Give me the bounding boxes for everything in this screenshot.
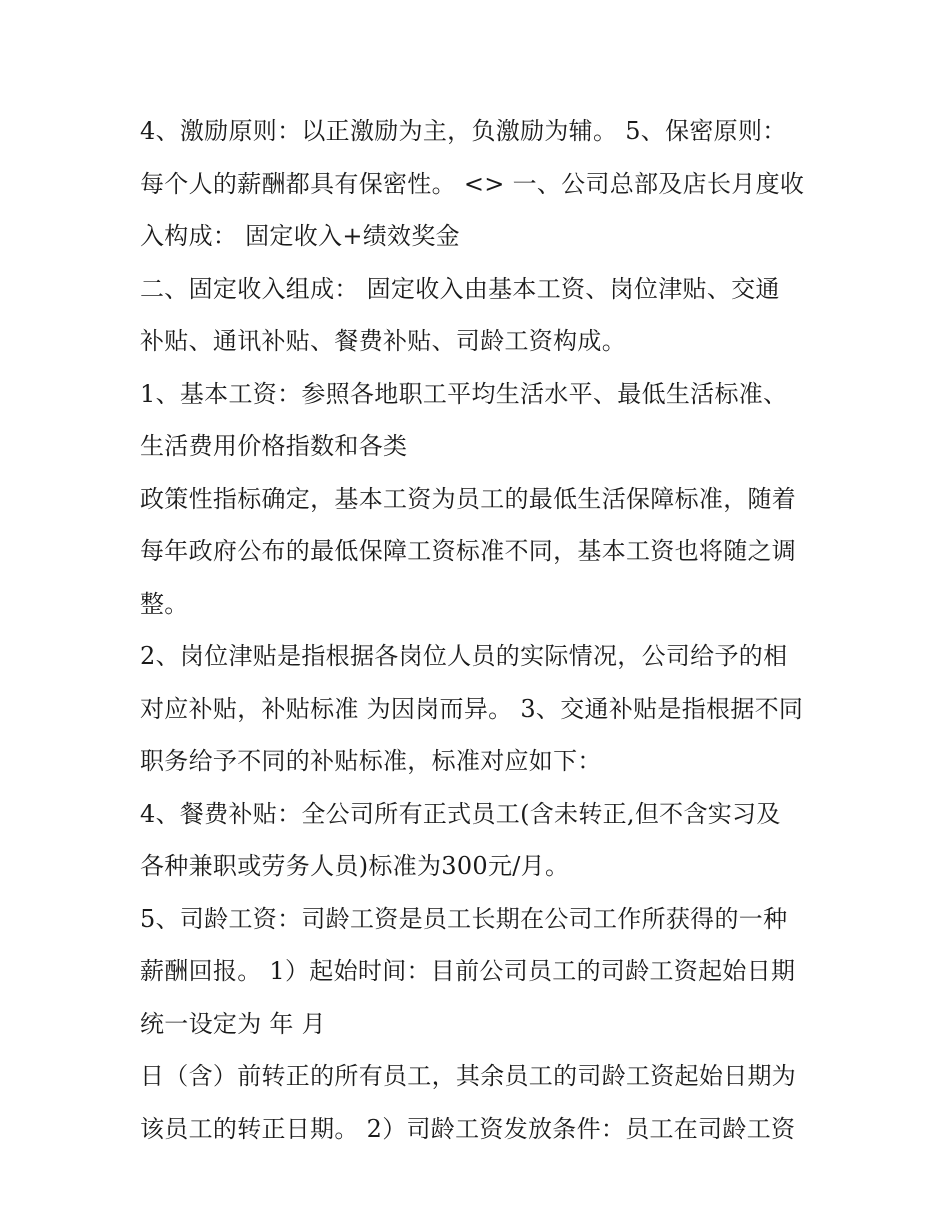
text-line: 每个人的薪酬都具有保密性。 <> 一、公司总部及店长月度收	[140, 169, 805, 198]
text-line: 补贴、通讯补贴、餐费补贴、司龄工资构成。	[140, 327, 626, 355]
text-line: 入构成： 固定收入+绩效奖金	[140, 222, 460, 250]
text-line: 职务给予不同的补贴标准，标准对应如下：	[140, 747, 602, 775]
document-body	[140, 110, 820, 1160]
text-line: 每年政府公布的最低保障工资标准不同，基本工资也将随之调	[140, 537, 797, 565]
text-line: 该员工的转正日期。 2）司龄工资发放条件：员工在司龄工资	[140, 1114, 796, 1143]
text-line: 日（含）前转正的所有员工，其余员工的司龄工资起始日期为	[140, 1062, 797, 1090]
text-line: 2、岗位津贴是指根据各岗位人员的实际情况，公司给予的相	[140, 642, 788, 670]
text-line: 生活费用价格指数和各类	[140, 432, 408, 460]
text-line: 政策性指标确定，基本工资为员工的最低生活保障标准，随着	[140, 484, 797, 513]
text-line: 薪酬回报。 1）起始时间：目前公司员工的司龄工资起始日期	[140, 957, 796, 985]
text-line: 对应补贴，补贴标准 为因岗而异。 3、交通补贴是指根据不同	[140, 694, 804, 723]
text-line: 整。	[140, 589, 189, 618]
text-line: 1、基本工资：参照各地职工平均生活水平、最低生活标准、	[140, 379, 788, 408]
text-line: 统一设定为 年 月	[140, 1009, 326, 1038]
text-line: 5、司龄工资：司龄工资是员工长期在公司工作所获得的一种	[140, 904, 788, 933]
text-line: 二、固定收入组成： 固定收入由基本工资、岗位津贴、交通	[140, 274, 780, 303]
text-line: 4、餐费补贴：全公司所有正式员工(含未转正,但不含实习及	[140, 799, 781, 828]
text-line: 4、激励原则：以正激励为主，负激励为辅。 5、保密原则：	[140, 117, 787, 145]
text-line: 各种兼职或劳务人员)标准为300元/月。	[140, 852, 570, 880]
